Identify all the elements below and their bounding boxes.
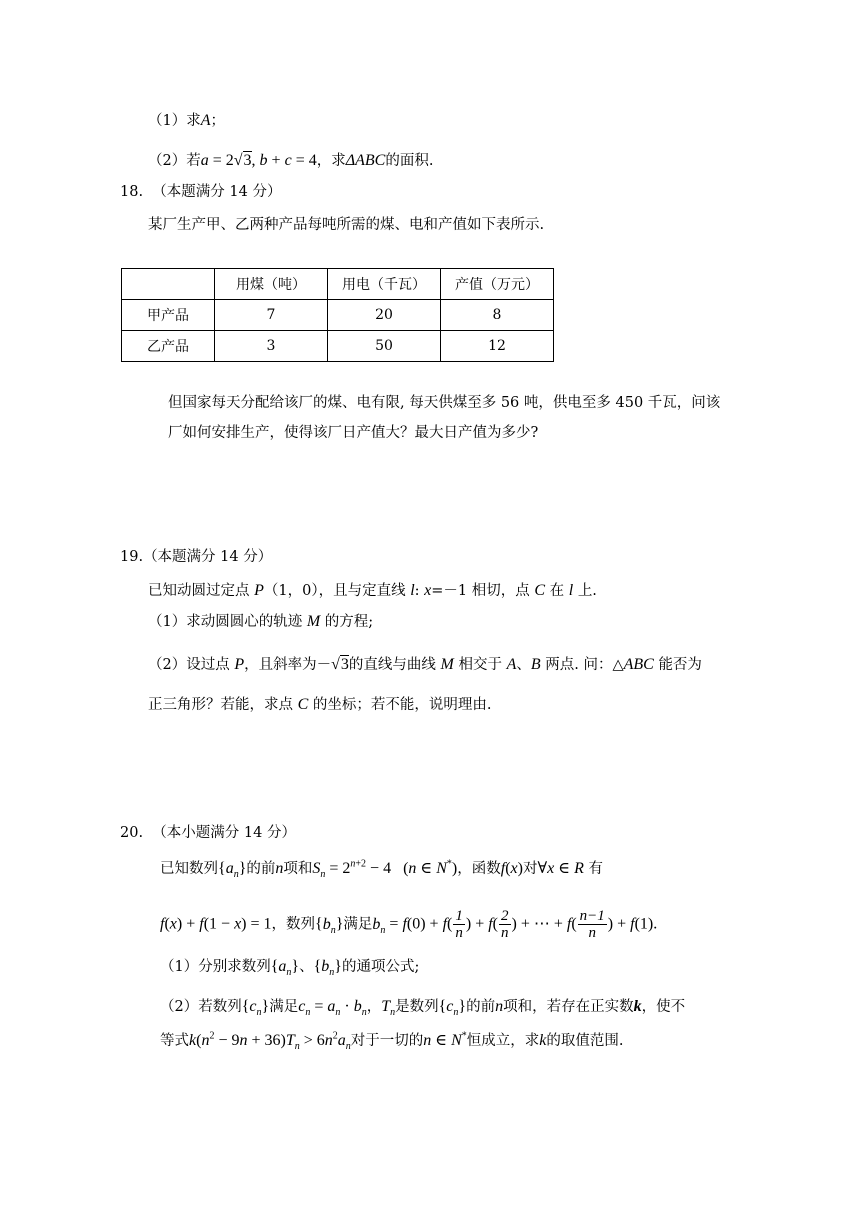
q19-part1: （1）求动圆圆心的轨迹 M 的方程; <box>148 613 374 630</box>
q20-line2: f(x) + f(1 − x) = 1，数列$\{b_n\}$满足$b_n = f(0) + f$( $\frac{1}{n}$ ) + f( $\frac{2}{n}$ ) + ⋯ + f( $\frac{n-1}{n}$ ) + f(1). <box>160 908 658 941</box>
q19-part2: （2）设过点 P，且斜率为－√3的直线与曲线 M 相交于 A、B 两点. 问：△ABC 能否为 <box>148 656 702 673</box>
table-row <box>122 331 554 362</box>
table-cell: 用煤（吨） <box>215 269 328 300</box>
q19-intro: 已知动圆过定点 P（1，0），且与定直线 l: x=－1 相切，点 C 在 l 上. <box>148 582 597 599</box>
table-cell: 用电（千瓦） <box>328 269 441 300</box>
table-row <box>122 269 554 300</box>
q19-part2-line2: 正三角形？若能，求点 C 的坐标；若不能，说明理由. <box>148 696 492 713</box>
table-cell: 7 <box>215 300 328 331</box>
table-cell: 产值（万元） <box>441 269 554 300</box>
q20-line5: 等式$k(n^2 - 9n + 36)T_n > 6n^2a_n$对于一切的n ∈ N*恒成立，求k的取值范围. <box>160 1030 624 1053</box>
table-cell: 12 <box>441 331 554 362</box>
q18-header: 18. （本题满分 14 分） <box>120 184 282 200</box>
q18-question-line2: 厂如何安排生产，使得该厂日产值大？最大日产值为多少? <box>168 425 539 441</box>
q17-part2: （2）若a = 2√3, b + c = 4，求ΔABC的面积. <box>148 152 434 169</box>
table-cell: 甲产品 <box>122 300 215 331</box>
q19-header: 19.（本题满分 14 分） <box>120 549 273 565</box>
table-cell <box>122 269 215 300</box>
q18-table <box>121 268 554 362</box>
q20-line1: 已知数列$\{a_n\}$的前n项和$S_n = 2^{n+2} - 4$ (n ∈ N*)，函数f(x)对∀x ∈ R 有 <box>160 858 603 881</box>
q20-part1: （1）分别求数列$\{a_n\}$、$\{b_n\}$的通项公式; <box>160 958 420 979</box>
q20-header: 20. （本小题满分 14 分） <box>120 825 296 841</box>
table-cell: 8 <box>441 300 554 331</box>
table-cell: 3 <box>215 331 328 362</box>
table-cell: 20 <box>328 300 441 331</box>
q20-part2: （2）若数列$\{c_n\}$满足$c_n = a_n \cdot b_n$，$T_n$是数列$\{c_n\}$的前n项和，若存在正实数k，使不 <box>160 998 686 1019</box>
table-row <box>122 300 554 331</box>
table-cell: 50 <box>328 331 441 362</box>
q17-part1: （1）求A； <box>148 112 226 129</box>
table-cell: 乙产品 <box>122 331 215 362</box>
q18-intro: 某厂生产甲、乙两种产品每吨所需的煤、电和产值如下表所示. <box>148 217 545 233</box>
q18-question-line1: 但国家每天分配给该厂的煤、电有限, 每天供煤至多 56 吨，供电至多 450 千瓦，问该 <box>168 395 721 411</box>
